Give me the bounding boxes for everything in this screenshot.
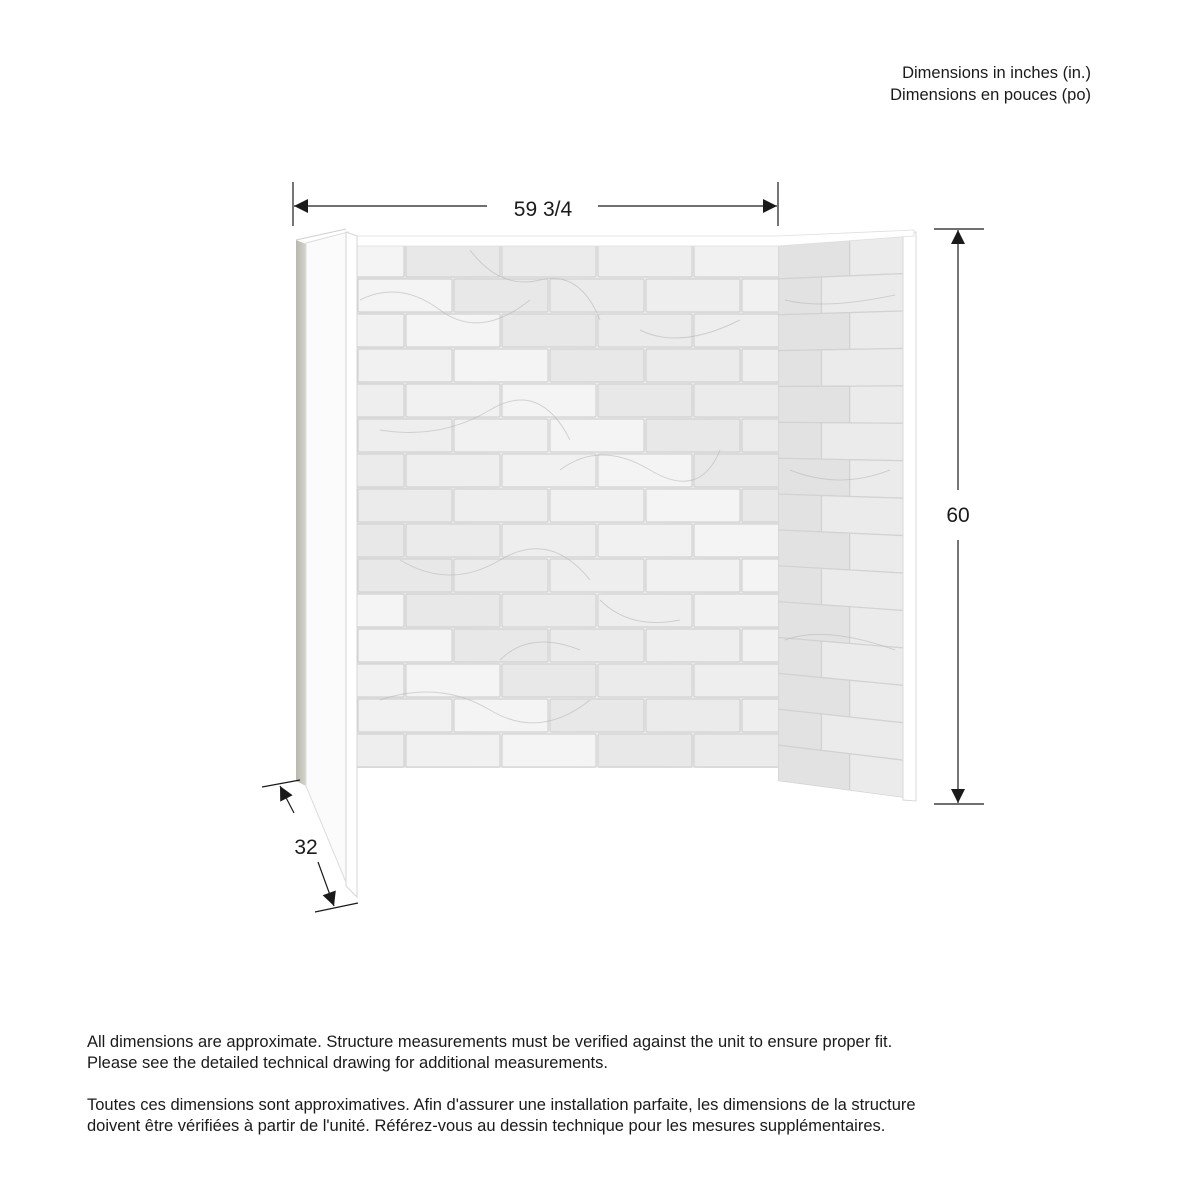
back-wall-tile <box>454 279 548 312</box>
back-wall-tile <box>406 734 500 767</box>
right-wall-end-trim <box>903 232 916 801</box>
back-wall-tile <box>598 524 692 557</box>
back-wall-tile <box>358 349 452 382</box>
back-wall-tile <box>694 594 788 627</box>
depth-value: 32 <box>294 836 318 859</box>
right-wall-tile <box>822 273 906 313</box>
width-dimension <box>293 182 778 226</box>
back-wall-tile <box>646 349 740 382</box>
back-wall-tile-grid <box>310 244 836 767</box>
right-wall-panel <box>778 232 916 801</box>
disclaimer-english <box>87 1032 1127 1074</box>
back-wall-tile <box>598 734 692 767</box>
back-wall-tile <box>646 279 740 312</box>
right-wall-tile <box>778 277 822 315</box>
back-wall-tile <box>454 629 548 662</box>
back-wall-tile <box>406 594 500 627</box>
back-wall-tile <box>646 699 740 732</box>
back-wall-tile <box>646 629 740 662</box>
back-wall-tile <box>502 664 596 697</box>
height-dimension <box>934 229 984 804</box>
depth-arrow-bottom <box>318 862 334 906</box>
right-wall-tile <box>850 680 906 723</box>
back-wall-tile <box>454 489 548 522</box>
right-wall-tile <box>822 495 906 535</box>
right-wall-tile <box>850 607 906 648</box>
back-wall-tile <box>598 314 692 347</box>
disclaimer-french-line-1: Toutes ces dimensions sont approximatives. Afin d'assurer une installation parfaite, les dimensions de la structure <box>87 1096 916 1114</box>
back-wall-tile <box>358 559 452 592</box>
back-wall-tile <box>454 419 548 452</box>
back-wall-tile <box>502 734 596 767</box>
back-wall-tile <box>358 699 452 732</box>
right-wall-tile <box>778 709 822 750</box>
units-note-french: Dimensions en pouces (po) <box>890 86 1091 104</box>
right-wall-tile <box>778 422 822 459</box>
left-wall-edge-texture <box>296 240 306 786</box>
back-wall-tile <box>406 314 500 347</box>
right-wall-tile <box>778 350 822 387</box>
back-wall-tile <box>598 244 692 277</box>
right-wall-tile <box>850 533 906 573</box>
back-wall-tile <box>694 314 788 347</box>
height-value: 60 <box>946 504 970 527</box>
depth-extension-bottom <box>315 903 358 912</box>
back-wall-tile <box>358 629 452 662</box>
left-wall-front-trim <box>346 232 357 897</box>
back-wall-tile <box>694 664 788 697</box>
right-wall-tile <box>850 386 906 423</box>
disclaimer-english-line-1: All dimensions are approximate. Structure measurements must be verified against the unit to ensure proper fit. <box>87 1033 893 1051</box>
back-wall-tile <box>598 664 692 697</box>
back-wall-tile <box>406 244 500 277</box>
back-wall-tile <box>550 489 644 522</box>
left-wall-face <box>306 232 348 887</box>
back-wall-tile <box>358 489 452 522</box>
back-wall-tile <box>502 594 596 627</box>
back-wall-tile <box>694 384 788 417</box>
right-wall-tile <box>778 602 850 644</box>
back-wall-tile <box>694 524 788 557</box>
back-wall-tile <box>550 279 644 312</box>
width-value: 59 3/4 <box>513 198 573 221</box>
left-wall-panel <box>296 229 357 897</box>
disclaimer-english-line-2: Please see the detailed technical drawing for additional measurements. <box>87 1054 608 1072</box>
back-wall-tile <box>646 419 740 452</box>
back-wall-tile <box>598 454 692 487</box>
right-wall-tile <box>778 745 850 790</box>
back-wall-tile <box>502 314 596 347</box>
back-wall-tile <box>598 384 692 417</box>
back-wall-tile <box>358 419 452 452</box>
back-wall-tile <box>694 734 788 767</box>
right-wall-tile <box>850 311 906 349</box>
right-wall-tile <box>822 423 906 461</box>
back-wall-tile <box>646 559 740 592</box>
right-wall-tile <box>778 386 850 423</box>
right-wall-tile-grid <box>778 236 906 798</box>
back-wall-tile <box>406 524 500 557</box>
back-wall-tile <box>550 559 644 592</box>
right-wall-tile <box>778 566 822 605</box>
right-wall-tile <box>822 568 906 610</box>
back-wall-tile <box>694 244 788 277</box>
disclaimer-notes <box>87 1032 1127 1158</box>
back-wall-tile <box>550 419 644 452</box>
right-wall-tile <box>850 236 906 276</box>
back-wall-tile <box>502 454 596 487</box>
depth-arrow-top <box>280 786 294 813</box>
disclaimer-french-line-2: doivent être vérifiées à partir de l'unité. Référez-vous au dessin technique pour les mesures supplémentaires. <box>87 1117 886 1135</box>
right-wall-tile <box>778 313 850 351</box>
back-wall-tile <box>550 629 644 662</box>
right-wall-tile <box>778 494 822 532</box>
back-wall-panel <box>310 243 836 768</box>
right-wall-tile <box>850 754 906 798</box>
depth-extension-top <box>262 780 300 787</box>
back-wall-tile <box>454 349 548 382</box>
right-wall-tile <box>778 638 822 678</box>
back-wall-tile <box>550 349 644 382</box>
back-wall-tile <box>502 244 596 277</box>
units-note-english: Dimensions in inches (in.) <box>902 64 1091 82</box>
right-wall-tile <box>778 530 850 570</box>
back-wall-tile <box>406 454 500 487</box>
back-wall-tile <box>454 559 548 592</box>
disclaimer-french <box>87 1095 1127 1137</box>
back-wall-tile <box>646 489 740 522</box>
right-wall-tile <box>822 348 906 386</box>
